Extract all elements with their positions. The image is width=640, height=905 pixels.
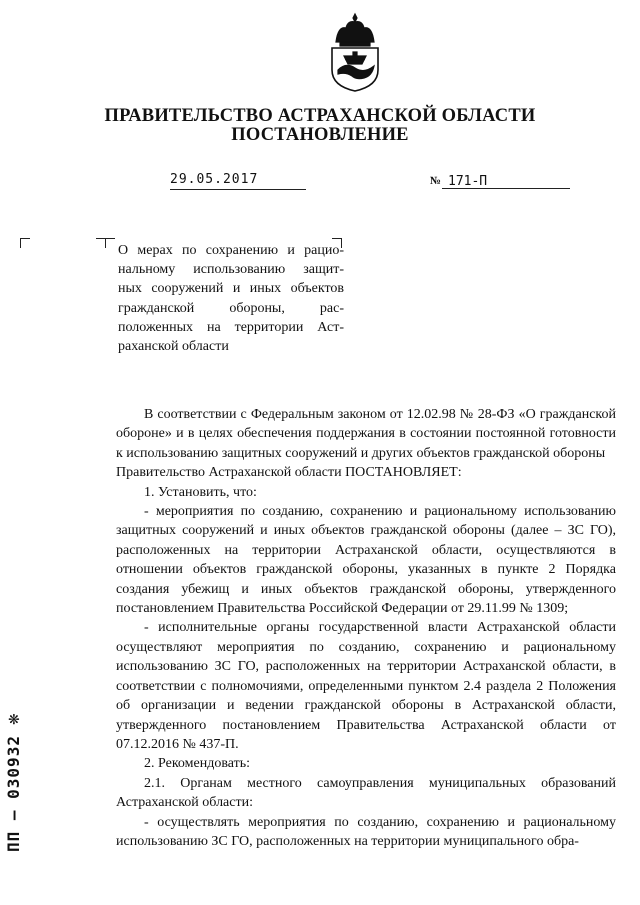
- government-title: ПРАВИТЕЛЬСТВО АСТРАХАНСКОЙ ОБЛАСТИ: [104, 106, 536, 126]
- asterisk-icon: ❋: [8, 713, 23, 726]
- decree-paragraph: Правительство Астраханской области ПОСТАНОВЛЯЕТ:: [116, 465, 462, 481]
- subject-line: нальному использованию защит-: [118, 262, 344, 278]
- number-label: №: [430, 175, 442, 187]
- number-field: [430, 172, 570, 189]
- subject-line: раханской области: [118, 339, 229, 355]
- document-type-title: ПОСТАНОВЛЕНИЕ: [231, 125, 409, 145]
- document-date: 29.05.2017: [170, 172, 259, 187]
- document-body: [116, 405, 616, 851]
- item-1-a: - мероприятия по созданию, сохранению и рациональному использованию защитных сооружений и иных объектов гражданской обороны (далее – ЗС ГО), расположенных на территории Астраханской области, осуществляются в отношении объектов гражданской обороны, указанных в пункте 2 Порядка создания убежищ и иных объектов гражданской обороны, утвержденного постановлением Правительства Российской Федерации от 29.11.99 № 1309;: [116, 504, 616, 617]
- side-stamp-number: ПП – 030932: [4, 735, 23, 852]
- number-underline: [442, 172, 570, 189]
- item-2: 2. Рекомендовать:: [144, 756, 250, 772]
- corner-mark: [105, 238, 115, 248]
- side-stamp: [4, 692, 34, 852]
- item-2-1-a: - осуществлять мероприятия по созданию, сохранению и рациональному использованию ЗС ГО, расположенных на территории муниципального обра-: [116, 814, 616, 849]
- subject-line: положенных на территории Аст-: [118, 319, 344, 335]
- date-field: [170, 172, 306, 190]
- item-1-b: - исполнительные органы государственной власти Астраханской области осуществляют мероприятия по созданию, сохранению и рациональному использованию ЗС ГО, расположенных на территории Астраханской области, в соответствии с полномочиями, определенными пунктом 2.4 раздела 2 Положения об организации и ведении гражданской обороны в Астраханской области, утвержденного постановлением Правительства Астраханской области от 07.12.2016 № 437-П.: [116, 620, 616, 752]
- document-subject: [118, 241, 344, 356]
- subject-line: гражданской обороны, рас-: [118, 300, 344, 316]
- document-number: 171-П: [448, 174, 488, 189]
- coat-of-arms-emblem: [326, 12, 384, 92]
- subject-line: ных сооружений и иных объектов: [118, 281, 344, 297]
- corner-mark: [20, 238, 30, 248]
- item-2-1: 2.1. Органам местного самоуправления муниципальных образований Астраханской области:: [116, 775, 616, 811]
- intro-paragraph: В соответствии с Федеральным законом от 12.02.98 № 28-ФЗ «О гражданской обороне» и в целях обеспечения поддержания в состоянии постоянной готовности к использованию защитных сооружений и других объектов гражданской обороны: [116, 407, 616, 461]
- item-1: 1. Установить, что:: [144, 484, 257, 500]
- subject-line: О мерах по сохранению и рацио-: [118, 243, 344, 258]
